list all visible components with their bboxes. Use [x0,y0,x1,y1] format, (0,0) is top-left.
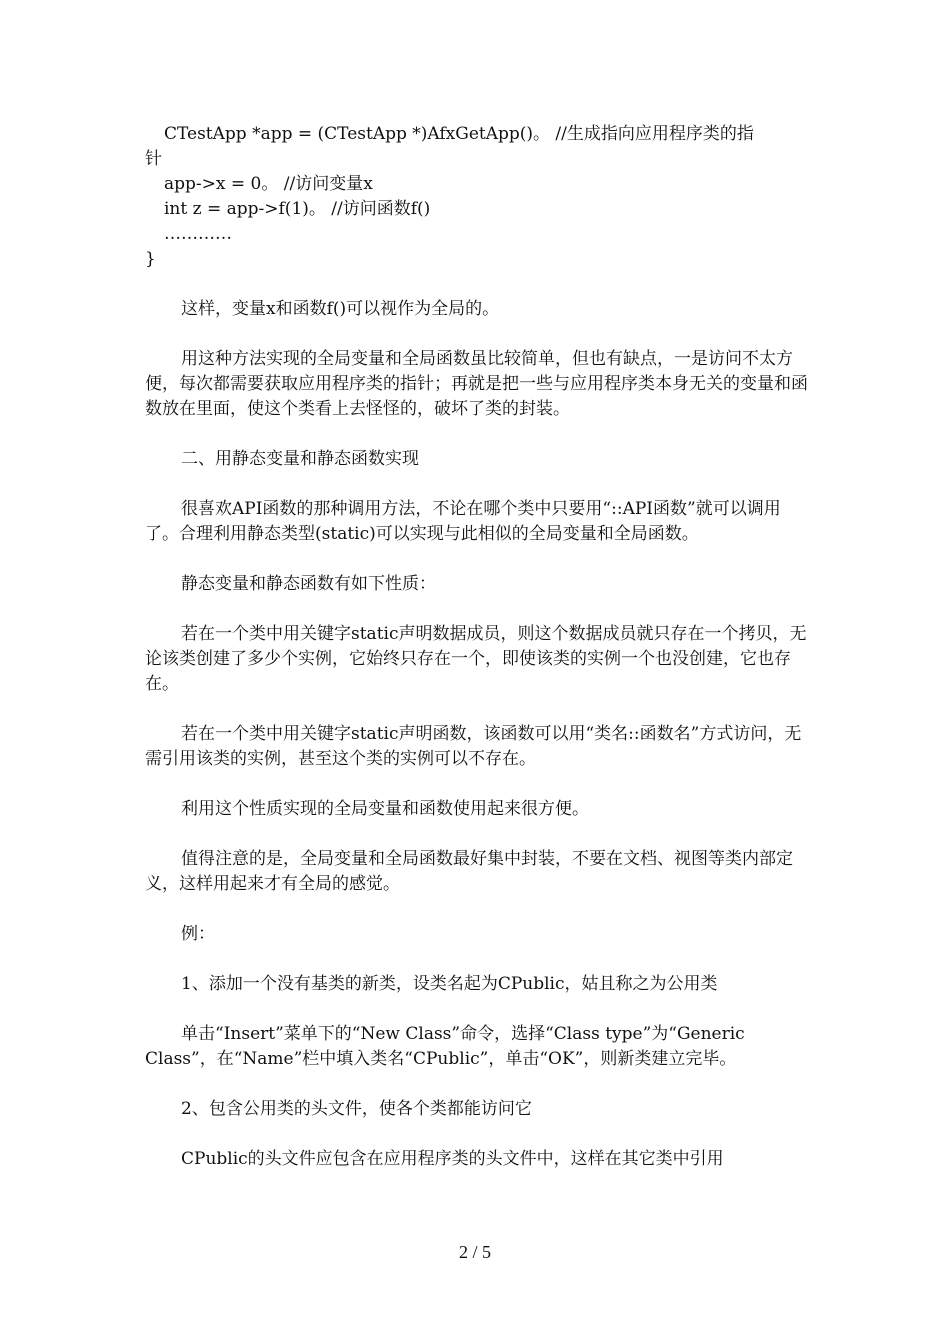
paragraph-convenience: 利用这个性质实现的全局变量和函数使用起来很方便。 [181,799,589,819]
paragraph-example-label: 例： [181,924,215,944]
page-number: 2 / 5 [458,1242,491,1262]
paragraph-static-member: 若在一个类中用关键字static声明数据成员，则这个数据成员就只存在一个拷贝，无论该类创建了多少个实例，它始终只存在一个，即使该类的实例一个也没创建，它也存在。 [145,624,807,694]
code-line-ellipsis: ………… [164,224,232,244]
code-line-access-variable: app->x = 0。 //访问变量x [164,174,373,194]
code-closing-brace: } [145,249,156,269]
step-1-instructions: 单击“Insert”菜单下的“New Class”命令，选择“Class type”为“Generic Class”，在“Name”栏中填入类名“CPublic”，单击“OK”，则新类建立完毕。 [145,1024,745,1069]
code-line-get-app: CTestApp *app = (CTestApp *)AfxGetApp()。 //生成指向应用程序类的指 [164,124,754,144]
code-line-get-app-wrap: 针 [145,149,162,169]
step-1-heading: 1、添加一个没有基类的新类，设类名起为CPublic，姑且称之为公用类 [181,974,718,994]
section-heading-static: 二、用静态变量和静态函数实现 [181,449,419,469]
paragraph-properties-intro: 静态变量和静态函数有如下性质： [181,574,436,594]
document-page [145,122,810,1172]
paragraph-api-style: 很喜欢API函数的那种调用方法，不论在哪个类中只要用“::API函数”就可以调用了。合理利用静态类型(static)可以实现与此相似的全局变量和全局函数。 [145,499,781,544]
paragraph-static-function: 若在一个类中用关键字static声明函数，该函数可以用“类名::函数名”方式访问，无需引用该类的实例，甚至这个类的实例可以不存在。 [145,724,802,769]
step-2-instructions: CPublic的头文件应包含在应用程序类的头文件中，这样在其它类中引用 [181,1149,724,1169]
code-line-access-function: int z = app->f(1)。 //访问函数f() [164,199,431,219]
paragraph-drawbacks: 用这种方法实现的全局变量和全局函数虽比较简单，但也有缺点，一是访问不太方便，每次都需要获取应用程序类的指针；再就是把一些与应用程序类本身无关的变量和函数放在里面，使这个类看上去怪怪的，破坏了类的封装。 [145,349,808,419]
paragraph-encapsulation-note: 值得注意的是，全局变量和全局函数最好集中封装，不要在文档、视图等类内部定义，这样用起来才有全局的感觉。 [145,849,793,894]
paragraph-global-conclusion: 这样，变量x和函数f()可以视作为全局的。 [181,299,500,319]
step-2-heading: 2、包含公用类的头文件，使各个类都能访问它 [181,1099,532,1119]
